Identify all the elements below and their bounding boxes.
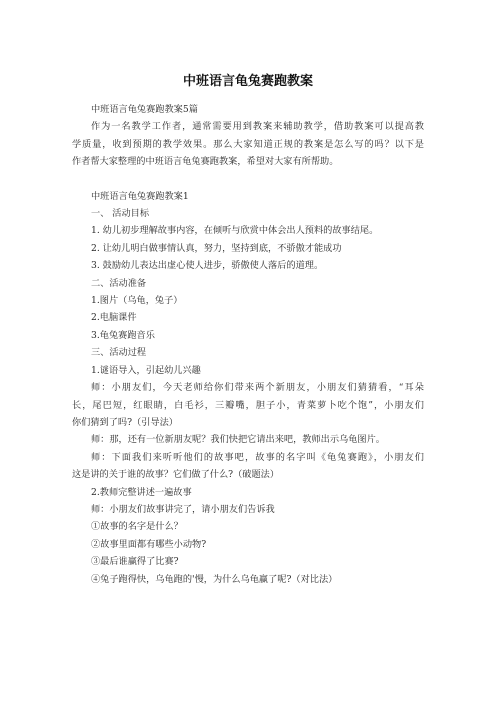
text-line: 师：小朋友们故事讲完了，请小朋友们告诉我 <box>91 503 275 515</box>
text-line: 2.电脑课件 <box>91 312 137 324</box>
text-line: 中班语言龟兔赛跑教案1 <box>91 190 189 202</box>
text-line: ④兔子跑得快，乌龟跑的'慢，为什么乌龟赢了呢?（对比法） <box>91 573 338 585</box>
text-line: 二、活动准备 <box>91 277 147 289</box>
text-line: 三、活动过程 <box>91 347 147 359</box>
text-line: 这是讲的关于谁的故事？它们做了什么?（破题法） <box>72 469 280 481</box>
text-line: 1.图片（乌龟，兔子） <box>91 295 183 307</box>
text-line: 1. 幼儿初步理解故事内容，在倾听与欣赏中体会出人预料的故事结尾。 <box>91 225 379 237</box>
text-line: ①故事的名字是什么？ <box>91 521 183 533</box>
text-line: ③最后谁赢得了比赛? <box>91 556 179 568</box>
text-line: 长，尾巴短，红眼睛，白毛衫，三瓣嘴，胆子小，青菜萝卜吃个饱”，小朋友们 <box>72 399 424 411</box>
text-line: 学质量，收到预期的教学效果。那么大家知道正规的教案是怎么写的吗？以下是 <box>72 138 424 150</box>
text-line: 2.教师完整讲述一遍故事 <box>91 486 192 498</box>
text-line: 3. 鼓励幼儿表达出虚心使人进步，骄傲使人落后的道理。 <box>91 260 324 272</box>
text-line: 中班语言龟兔赛跑教案5篇 <box>91 104 198 115</box>
text-line: 2. 让幼儿明白做事情认真，努力，坚持到底，不骄傲才能成功 <box>91 242 342 254</box>
text-line: 作为一名教学工作者，通常需要用到教案来辅助教学，借助教案可以提高教 <box>91 121 424 133</box>
text-line: ②故事里面都有哪些小动物? <box>91 538 207 550</box>
paragraph-gap <box>72 171 424 188</box>
text-line: 师：小朋友们，今天老师给你们带来两个新朋友，小朋友们猜猜看，“耳朵 <box>91 382 424 394</box>
text-line: 你们猜到了吗?（引导法） <box>72 416 178 428</box>
text-line: 师：下面我们来听听他们的故事吧，故事的名字叫《龟兔赛跑》，小朋友们 <box>91 451 424 463</box>
text-line: 1.谜语导入，引起幼儿兴趣 <box>91 364 201 376</box>
text-line: 师：那，还有一位新朋友呢？我们快把它请出来吧，教师出示乌龟图片。 <box>91 434 385 446</box>
text-line: 一、 活动目标 <box>91 208 150 220</box>
text-line: 3.龟兔赛跑音乐 <box>91 329 155 341</box>
document-body <box>72 101 424 588</box>
document-title: 中班语言龟兔赛跑教案 <box>182 74 313 89</box>
text-line: 作者帮大家整理的中班语言龟兔赛跑教案，希望对大家有所帮助。 <box>72 156 339 168</box>
